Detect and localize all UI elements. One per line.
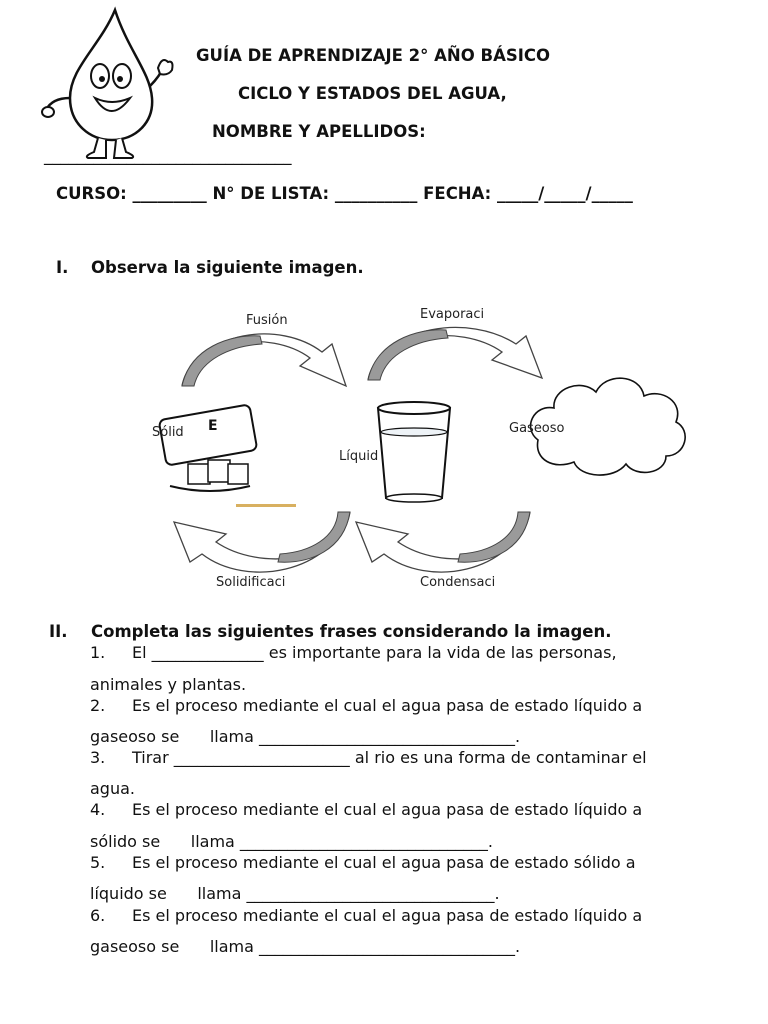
question-text: Tirar ______________________ al rio es una forma de contaminar el <box>132 748 647 767</box>
label-fusion: Fusión <box>246 313 288 328</box>
question-6-line <box>90 906 642 925</box>
question-text: Es el proceso mediante el cual el agua pasa de estado líquido a <box>132 906 643 925</box>
question-5-cont: líquido se llama _______________________________. <box>90 884 500 903</box>
name-label: NOMBRE Y APELLIDOS: <box>212 122 426 141</box>
title-line-2: CICLO Y ESTADOS DEL AGUA, <box>238 84 507 103</box>
section1-title: Observa la siguiente imagen. <box>91 258 364 277</box>
water-states-diagram <box>150 300 700 600</box>
label-liquid: Líquid <box>339 449 379 464</box>
question-3-cont: agua. <box>90 779 135 798</box>
question-5-line <box>90 853 636 872</box>
question-2-cont: gaseoso se llama ________________________________. <box>90 727 521 746</box>
solidification-arrow <box>174 512 350 572</box>
question-text: Es el proceso mediante el cual el agua pasa de estado líquido a <box>132 800 643 819</box>
label-condensation: Condensaci <box>420 575 496 590</box>
fusion-arrow <box>182 334 346 386</box>
ice-tray-icon <box>159 404 296 507</box>
question-number: 6. <box>90 906 106 925</box>
question-text: El ______________ es importante para la vida de las personas, <box>132 643 617 662</box>
section1-roman: I. <box>56 258 69 277</box>
question-number: 2. <box>90 696 106 715</box>
name-blank: ______________________________ <box>44 146 292 165</box>
label-solidification: Solidificaci <box>216 575 286 590</box>
question-number: 4. <box>90 800 106 819</box>
label-gas: Gaseoso <box>509 421 565 436</box>
section2-roman: II. <box>49 622 68 641</box>
section2-title: Completa las siguientes frases considerando la imagen. <box>91 622 612 641</box>
question-1-cont: animales y plantas. <box>90 675 247 694</box>
question-text: Es el proceso mediante el cual el agua pasa de estado sólido a <box>132 853 636 872</box>
course-line: CURSO: _________ N° DE LISTA: __________ FECHA: _____/_____/_____ <box>56 184 633 203</box>
glass-of-water-icon <box>378 402 450 502</box>
title-line-1: GUÍA DE APRENDIZAJE 2° AÑO BÁSICO <box>196 46 551 65</box>
evaporation-arrow <box>368 327 542 380</box>
question-4-cont: sólido se llama _______________________________. <box>90 832 493 851</box>
ice-tray-letter: E <box>208 418 218 434</box>
question-2-line <box>90 696 642 715</box>
question-4-line <box>90 800 642 819</box>
question-text: Es el proceso mediante el cual el agua pasa de estado líquido a <box>132 696 643 715</box>
condensation-arrow <box>356 512 530 572</box>
question-6-cont: gaseoso se llama ________________________________. <box>90 937 521 956</box>
question-number: 5. <box>90 853 106 872</box>
question-1-line <box>90 643 617 662</box>
water-drop-mascot <box>40 6 180 162</box>
label-solid: Sólid <box>152 425 184 440</box>
question-3-line <box>90 748 647 767</box>
question-number: 1. <box>90 643 106 662</box>
question-number: 3. <box>90 748 106 767</box>
label-evaporation: Evaporaci <box>420 307 485 322</box>
